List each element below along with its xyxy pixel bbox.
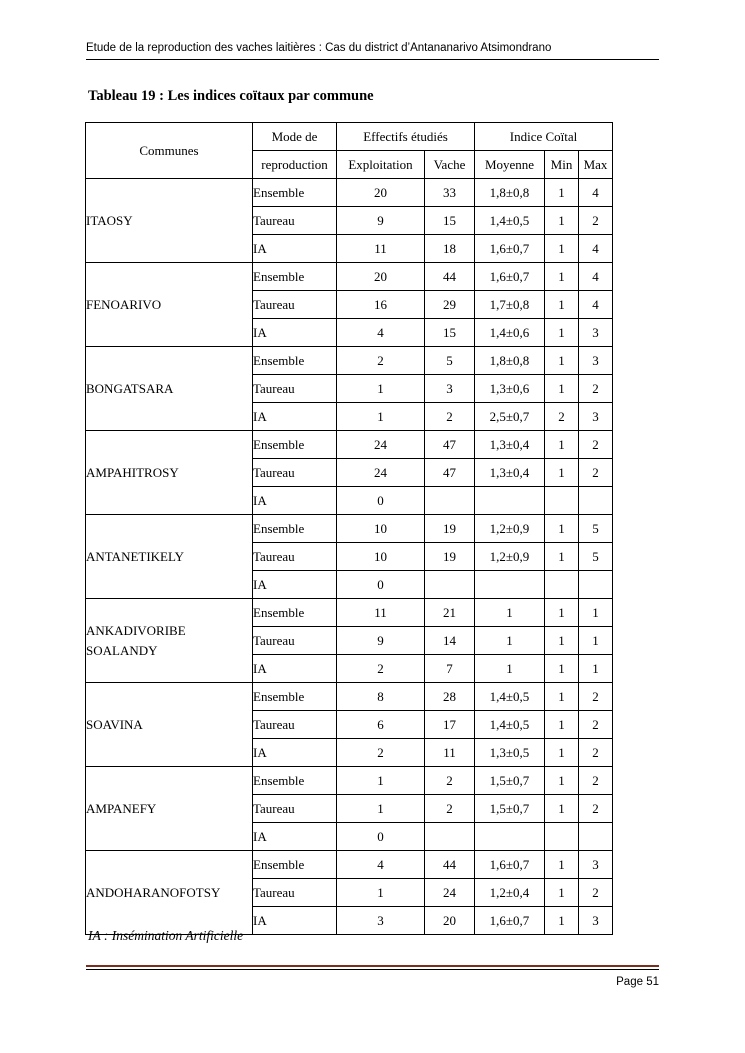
vache-cell: 19 (425, 543, 475, 571)
min-cell: 1 (545, 515, 579, 543)
moyenne-cell: 1,4±0,5 (475, 711, 545, 739)
table-row (86, 599, 613, 627)
mode-de-reproduction-cell: IA (253, 823, 337, 851)
moyenne-cell: 1 (475, 627, 545, 655)
max-cell: 2 (579, 711, 613, 739)
moyenne-cell (475, 823, 545, 851)
max-cell: 2 (579, 795, 613, 823)
min-cell: 1 (545, 235, 579, 263)
moyenne-cell: 1,7±0,8 (475, 291, 545, 319)
moyenne-cell: 1,2±0,4 (475, 879, 545, 907)
table-row (86, 263, 613, 291)
column-header-min: Min (545, 151, 579, 179)
vache-cell: 18 (425, 235, 475, 263)
moyenne-cell: 1,4±0,5 (475, 207, 545, 235)
min-cell: 1 (545, 683, 579, 711)
exploitation-cell: 3 (337, 907, 425, 935)
moyenne-cell: 1,6±0,7 (475, 851, 545, 879)
column-header-mode-line1: Mode de (253, 123, 337, 151)
column-header-max: Max (579, 151, 613, 179)
exploitation-cell: 1 (337, 375, 425, 403)
moyenne-cell: 1,5±0,7 (475, 795, 545, 823)
mode-de-reproduction-cell: Taureau (253, 207, 337, 235)
max-cell: 1 (579, 627, 613, 655)
moyenne-cell (475, 487, 545, 515)
exploitation-cell: 8 (337, 683, 425, 711)
footer-rule-thin (86, 969, 659, 970)
table-row (86, 179, 613, 207)
max-cell: 4 (579, 291, 613, 319)
moyenne-cell: 1,8±0,8 (475, 179, 545, 207)
min-cell (545, 823, 579, 851)
mode-de-reproduction-cell: Ensemble (253, 599, 337, 627)
max-cell: 3 (579, 851, 613, 879)
mode-de-reproduction-cell: Ensemble (253, 263, 337, 291)
mode-de-reproduction-cell: Taureau (253, 795, 337, 823)
exploitation-cell: 9 (337, 627, 425, 655)
vache-cell: 5 (425, 347, 475, 375)
vache-cell: 28 (425, 683, 475, 711)
running-header: Etude de la reproduction des vaches laitières : Cas du district d’Antananarivo Atsimondrano (86, 42, 659, 60)
moyenne-cell: 1,6±0,7 (475, 235, 545, 263)
exploitation-cell: 9 (337, 207, 425, 235)
moyenne-cell: 1 (475, 599, 545, 627)
moyenne-cell: 1,3±0,4 (475, 459, 545, 487)
max-cell: 4 (579, 179, 613, 207)
min-cell: 1 (545, 375, 579, 403)
vache-cell: 2 (425, 767, 475, 795)
commune-name-cell: ITAOSY (86, 179, 253, 263)
vache-cell: 19 (425, 515, 475, 543)
min-cell: 1 (545, 347, 579, 375)
max-cell: 2 (579, 683, 613, 711)
mode-de-reproduction-cell: Ensemble (253, 683, 337, 711)
vache-cell: 47 (425, 431, 475, 459)
max-cell: 2 (579, 207, 613, 235)
commune-name-cell: ANKADIVORIBE SOALANDY (86, 599, 253, 683)
moyenne-cell: 1,4±0,5 (475, 683, 545, 711)
min-cell: 1 (545, 599, 579, 627)
min-cell: 1 (545, 907, 579, 935)
exploitation-cell: 20 (337, 263, 425, 291)
min-cell: 1 (545, 627, 579, 655)
moyenne-cell: 1,6±0,7 (475, 907, 545, 935)
moyenne-cell: 1,6±0,7 (475, 263, 545, 291)
max-cell (579, 487, 613, 515)
min-cell (545, 571, 579, 599)
min-cell: 1 (545, 543, 579, 571)
column-header-moyenne: Moyenne (475, 151, 545, 179)
vache-cell: 2 (425, 403, 475, 431)
exploitation-cell: 20 (337, 179, 425, 207)
min-cell: 1 (545, 795, 579, 823)
table-row (86, 431, 613, 459)
max-cell: 5 (579, 543, 613, 571)
column-header-vache: Vache (425, 151, 475, 179)
vache-cell: 15 (425, 207, 475, 235)
exploitation-cell: 1 (337, 879, 425, 907)
vache-cell: 20 (425, 907, 475, 935)
min-cell: 1 (545, 851, 579, 879)
min-cell: 1 (545, 179, 579, 207)
mode-de-reproduction-cell: Ensemble (253, 851, 337, 879)
exploitation-cell: 24 (337, 459, 425, 487)
vache-cell: 44 (425, 263, 475, 291)
vache-cell: 2 (425, 795, 475, 823)
moyenne-cell: 1,2±0,9 (475, 543, 545, 571)
exploitation-cell: 10 (337, 515, 425, 543)
exploitation-cell: 2 (337, 655, 425, 683)
moyenne-cell: 2,5±0,7 (475, 403, 545, 431)
max-cell: 2 (579, 459, 613, 487)
mode-de-reproduction-cell: IA (253, 235, 337, 263)
vache-cell: 14 (425, 627, 475, 655)
mode-de-reproduction-cell: IA (253, 487, 337, 515)
max-cell: 3 (579, 907, 613, 935)
exploitation-cell: 4 (337, 319, 425, 347)
footer-rule-accent (86, 965, 659, 967)
moyenne-cell: 1,3±0,4 (475, 431, 545, 459)
exploitation-cell: 1 (337, 795, 425, 823)
vache-cell: 7 (425, 655, 475, 683)
max-cell: 3 (579, 319, 613, 347)
table-header (86, 123, 613, 179)
vache-cell: 44 (425, 851, 475, 879)
vache-cell: 24 (425, 879, 475, 907)
commune-name-cell: AMPAHITROSY (86, 431, 253, 515)
exploitation-cell: 16 (337, 291, 425, 319)
mode-de-reproduction-cell: Ensemble (253, 179, 337, 207)
vache-cell: 15 (425, 319, 475, 347)
column-header-exploitation: Exploitation (337, 151, 425, 179)
table-body (86, 179, 613, 935)
exploitation-cell: 0 (337, 571, 425, 599)
mode-de-reproduction-cell: Taureau (253, 375, 337, 403)
column-header-indice-coital: Indice Coïtal (475, 123, 613, 151)
exploitation-cell: 24 (337, 431, 425, 459)
exploitation-cell: 4 (337, 851, 425, 879)
exploitation-cell: 6 (337, 711, 425, 739)
commune-name-cell: AMPANEFY (86, 767, 253, 851)
moyenne-cell: 1 (475, 655, 545, 683)
vache-cell: 11 (425, 739, 475, 767)
mode-de-reproduction-cell: IA (253, 655, 337, 683)
table-row (86, 683, 613, 711)
mode-de-reproduction-cell: Taureau (253, 879, 337, 907)
mode-de-reproduction-cell: Taureau (253, 291, 337, 319)
min-cell: 1 (545, 739, 579, 767)
exploitation-cell: 1 (337, 767, 425, 795)
vache-cell (425, 823, 475, 851)
min-cell: 1 (545, 207, 579, 235)
table-header-row-1 (86, 123, 613, 151)
min-cell: 2 (545, 403, 579, 431)
mode-de-reproduction-cell: Ensemble (253, 347, 337, 375)
commune-name-cell: SOAVINA (86, 683, 253, 767)
vache-cell (425, 487, 475, 515)
min-cell: 1 (545, 459, 579, 487)
table-caption: Tableau 19 : Les indices coïtaux par commune (88, 88, 374, 104)
exploitation-cell: 2 (337, 347, 425, 375)
moyenne-cell (475, 571, 545, 599)
exploitation-cell: 11 (337, 599, 425, 627)
min-cell (545, 487, 579, 515)
table-footnote: IA : Insémination Artificielle (88, 928, 244, 943)
moyenne-cell: 1,3±0,5 (475, 739, 545, 767)
max-cell: 1 (579, 655, 613, 683)
exploitation-cell: 2 (337, 739, 425, 767)
mode-de-reproduction-cell: IA (253, 571, 337, 599)
table-row (86, 767, 613, 795)
page-number: Page 51 (616, 976, 659, 988)
max-cell: 3 (579, 403, 613, 431)
vache-cell: 3 (425, 375, 475, 403)
exploitation-cell: 0 (337, 823, 425, 851)
min-cell: 1 (545, 655, 579, 683)
moyenne-cell: 1,5±0,7 (475, 767, 545, 795)
exploitation-cell: 11 (337, 235, 425, 263)
mode-de-reproduction-cell: IA (253, 403, 337, 431)
vache-cell: 33 (425, 179, 475, 207)
max-cell: 2 (579, 879, 613, 907)
max-cell: 1 (579, 599, 613, 627)
max-cell: 5 (579, 515, 613, 543)
min-cell: 1 (545, 263, 579, 291)
min-cell: 1 (545, 767, 579, 795)
table-row (86, 851, 613, 879)
table-row (86, 347, 613, 375)
max-cell (579, 823, 613, 851)
commune-name-cell: ANDOHARANOFOTSY (86, 851, 253, 935)
mode-de-reproduction-cell: Taureau (253, 459, 337, 487)
mode-de-reproduction-cell: IA (253, 907, 337, 935)
mode-de-reproduction-cell: Taureau (253, 627, 337, 655)
min-cell: 1 (545, 319, 579, 347)
vache-cell: 29 (425, 291, 475, 319)
table-row (86, 515, 613, 543)
max-cell: 3 (579, 347, 613, 375)
moyenne-cell: 1,8±0,8 (475, 347, 545, 375)
min-cell: 1 (545, 431, 579, 459)
mode-de-reproduction-cell: Taureau (253, 711, 337, 739)
mode-de-reproduction-cell: Ensemble (253, 431, 337, 459)
max-cell: 2 (579, 739, 613, 767)
column-header-effectifs: Effectifs étudiés (337, 123, 475, 151)
mode-de-reproduction-cell: IA (253, 319, 337, 347)
max-cell: 2 (579, 431, 613, 459)
min-cell: 1 (545, 879, 579, 907)
min-cell: 1 (545, 291, 579, 319)
coital-index-table (85, 122, 613, 935)
vache-cell: 17 (425, 711, 475, 739)
max-cell: 2 (579, 767, 613, 795)
max-cell: 2 (579, 375, 613, 403)
commune-name-cell: BONGATSARA (86, 347, 253, 431)
commune-name-cell: FENOARIVO (86, 263, 253, 347)
mode-de-reproduction-cell: Ensemble (253, 515, 337, 543)
moyenne-cell: 1,3±0,6 (475, 375, 545, 403)
exploitation-cell: 1 (337, 403, 425, 431)
max-cell (579, 571, 613, 599)
mode-de-reproduction-cell: Ensemble (253, 767, 337, 795)
vache-cell: 47 (425, 459, 475, 487)
moyenne-cell: 1,2±0,9 (475, 515, 545, 543)
max-cell: 4 (579, 235, 613, 263)
min-cell: 1 (545, 711, 579, 739)
exploitation-cell: 10 (337, 543, 425, 571)
vache-cell (425, 571, 475, 599)
mode-de-reproduction-cell: IA (253, 739, 337, 767)
max-cell: 4 (579, 263, 613, 291)
column-header-communes: Communes (86, 123, 253, 179)
moyenne-cell: 1,4±0,6 (475, 319, 545, 347)
commune-name-cell: ANTANETIKELY (86, 515, 253, 599)
mode-de-reproduction-cell: Taureau (253, 543, 337, 571)
vache-cell: 21 (425, 599, 475, 627)
column-header-mode-line2: reproduction (253, 151, 337, 179)
exploitation-cell: 0 (337, 487, 425, 515)
